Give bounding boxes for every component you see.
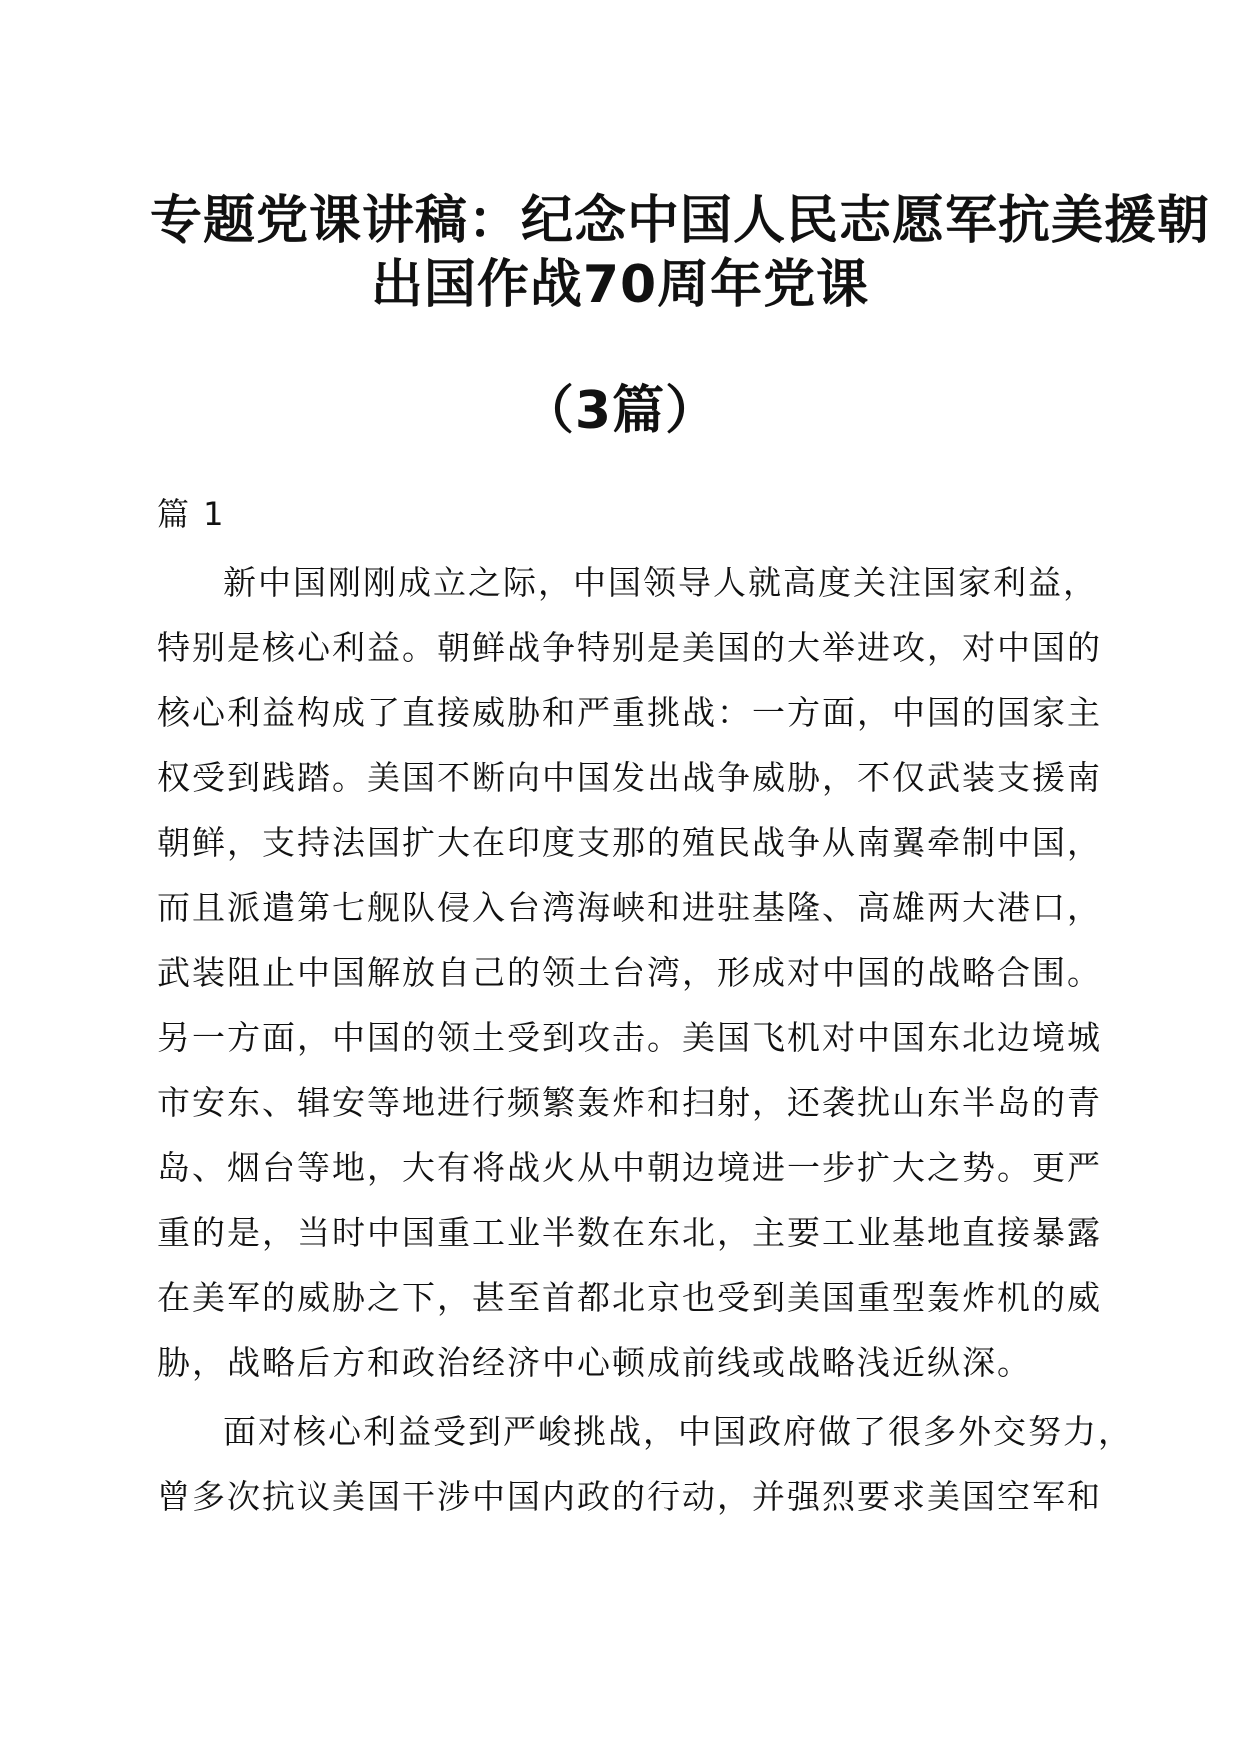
paragraph-line: 胁，战略后方和政治经济中心顿成前线或战略浅近纵深。 [157,1343,1032,1382]
paragraph-line: 重的是，当时中国重工业半数在东北，主要工业基地直接暴露 [157,1213,1102,1252]
paragraph-line: 权受到践踏。美国不断向中国发出战争威胁，不仅武装支援南 [157,758,1102,797]
paragraph-line: 而且派遣第七舰队侵入台湾海峡和进驻基隆、高雄两大港口， [157,888,1102,927]
paragraph-line: 面对核心利益受到严峻挑战，中国政府做了很多外交努力， [223,1412,1133,1451]
paragraph-line: 核心利益构成了直接威胁和严重挑战：一方面，中国的国家主 [157,693,1102,732]
paragraph-line: 另一方面，中国的领土受到攻击。美国飞机对中国东北边境城 [157,1018,1102,1057]
paragraph-line: 在美军的威胁之下，甚至首都北京也受到美国重型轰炸机的威 [157,1278,1102,1317]
section-label: 篇 1 [157,495,226,533]
paragraph-line: 岛、烟台等地，大有将战火从中朝边境进一步扩大之势。更严 [157,1148,1102,1187]
paragraph-line: 特别是核心利益。朝鲜战争特别是美国的大举进攻，对中国的 [157,628,1102,667]
document-subtitle: （3篇） [521,381,719,441]
paragraph-line: 朝鲜，支持法国扩大在印度支那的殖民战争从南翼牵制中国， [157,823,1102,862]
paragraph-line: 新中国刚刚成立之际，中国领导人就高度关注国家利益， [223,563,1098,602]
document-title-line-1: 专题党课讲稿：纪念中国人民志愿军抗美援朝 [150,191,1211,251]
paragraph-line: 武装阻止中国解放自己的领土台湾，形成对中国的战略合围。 [157,953,1102,992]
paragraph-line: 市安东、辑安等地进行频繁轰炸和扫射，还袭扰山东半岛的青 [157,1083,1102,1122]
paragraph-2 [157,1399,1133,1529]
document-title-line-2: 出国作战70周年党课 [370,255,870,315]
paragraph-line: 曾多次抗议美国干涉中国内政的行动，并强烈要求美国空军和 [157,1477,1102,1516]
paragraph-1 [157,550,1102,1395]
